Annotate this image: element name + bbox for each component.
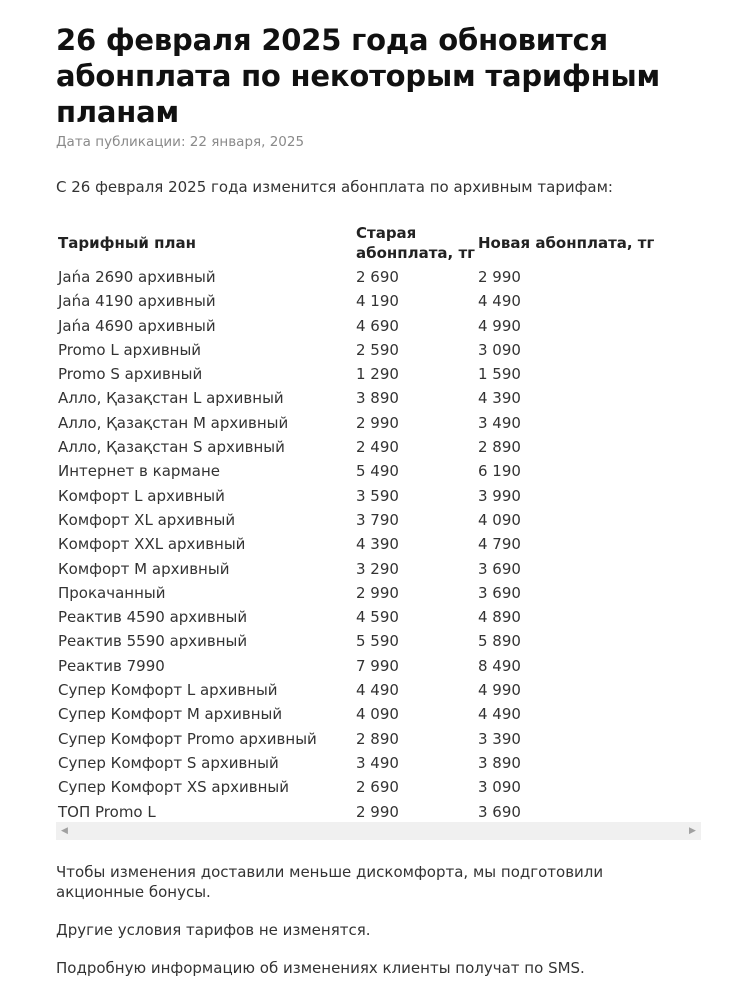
scroll-left-icon[interactable]: ◀ — [61, 826, 68, 836]
new-fee: 3 890 — [478, 753, 521, 772]
plan-name: Алло, Қазақстан S архивный — [58, 438, 285, 457]
new-fee: 3 090 — [478, 340, 521, 359]
old-fee: 4 090 — [356, 705, 399, 724]
table-row — [56, 775, 700, 799]
old-fee: 2 490 — [356, 438, 399, 457]
plan-name: Комфорт M архивный — [58, 559, 230, 578]
old-fee: 2 590 — [356, 340, 399, 359]
new-fee: 2 890 — [478, 438, 521, 457]
plan-name: Комфорт XL архивный — [58, 510, 236, 529]
table-body — [56, 265, 700, 824]
plan-name: Интернет в кармане — [58, 462, 220, 481]
article-body — [56, 862, 656, 996]
paragraph-sms: Подробную информацию об изменениях клиенты получат по SMS. — [56, 959, 585, 977]
plan-name: Promo S архивный — [58, 365, 203, 384]
table-row — [56, 338, 700, 362]
new-fee: 3 490 — [478, 413, 521, 432]
new-fee: 4 990 — [478, 681, 521, 700]
table-row — [56, 629, 700, 653]
table-row — [56, 289, 700, 313]
table-header-row — [56, 220, 700, 265]
old-fee: 5 590 — [356, 632, 399, 651]
new-fee: 2 990 — [478, 268, 521, 286]
table-row — [56, 314, 700, 338]
table-row — [56, 702, 700, 726]
page-title: 26 февраля 2025 года обновится абонплата по некоторым тарифным планам — [56, 23, 660, 129]
header-new-fee: Новая абонплата, тг — [478, 233, 655, 252]
table-row — [56, 484, 700, 508]
table-row — [56, 386, 700, 410]
table-row — [56, 727, 700, 751]
header-plan: Тарифный план — [58, 233, 196, 252]
plan-name: Прокачанный — [58, 583, 166, 602]
old-fee: 2 690 — [356, 268, 399, 286]
new-fee: 3 690 — [478, 802, 521, 821]
scroll-right-icon[interactable]: ▶ — [689, 826, 696, 836]
old-fee: 3 490 — [356, 753, 399, 772]
plan-name: Супер Комфорт M архивный — [58, 705, 283, 724]
new-fee: 3 690 — [478, 559, 521, 578]
old-fee: 1 290 — [356, 365, 399, 384]
old-fee: 2 690 — [356, 778, 399, 797]
table-row — [56, 532, 700, 556]
old-fee: 2 990 — [356, 802, 399, 821]
new-fee: 4 490 — [478, 705, 521, 724]
old-fee: 3 790 — [356, 510, 399, 529]
tariff-table — [56, 220, 700, 824]
old-fee: 2 990 — [356, 413, 399, 432]
publication-date: Дата публикации: 22 января, 2025 — [56, 134, 305, 150]
table-row — [56, 411, 700, 435]
plan-name: Алло, Қазақстан M архивный — [58, 413, 289, 432]
old-fee: 3 890 — [356, 389, 399, 408]
table-row — [56, 362, 700, 386]
plan-name: Jańa 4190 архивный — [58, 292, 216, 311]
new-fee: 4 490 — [478, 292, 521, 311]
plan-name: Супер Комфорт L архивный — [58, 681, 278, 700]
old-fee: 3 590 — [356, 486, 399, 505]
old-fee: 2 990 — [356, 583, 399, 602]
plan-name: Реактив 5590 архивный — [58, 632, 248, 651]
new-fee: 3 690 — [478, 583, 521, 602]
table-row — [56, 265, 700, 289]
table-row — [56, 605, 700, 629]
table-row — [56, 654, 700, 678]
old-fee: 2 890 — [356, 729, 399, 748]
intro-text: С 26 февраля 2025 года изменится абонплата по архивным тарифам: — [56, 178, 613, 196]
new-fee: 4 790 — [478, 535, 521, 554]
table-row — [56, 508, 700, 532]
paragraph-bonuses: Чтобы изменения доставили меньше дискомфорта, мы подготовили акционные бонусы. — [56, 863, 604, 901]
new-fee: 4 890 — [478, 608, 521, 627]
old-fee: 4 490 — [356, 681, 399, 700]
header-old-fee: Старая абонплата, тг — [356, 223, 476, 262]
new-fee: 4 090 — [478, 510, 521, 529]
table-row — [56, 581, 700, 605]
plan-name: Реактив 4590 архивный — [58, 608, 248, 627]
old-fee: 3 290 — [356, 559, 399, 578]
plan-name: ТОП Promo L — [58, 802, 156, 821]
plan-name: Супер Комфорт S архивный — [58, 753, 279, 772]
new-fee: 1 590 — [478, 365, 521, 384]
old-fee: 4 190 — [356, 292, 399, 311]
plan-name: Jańa 4690 архивный — [58, 316, 216, 335]
old-fee: 7 990 — [356, 656, 399, 675]
tariff-table-container — [56, 220, 701, 824]
new-fee: 8 490 — [478, 656, 521, 675]
table-row — [56, 678, 700, 702]
horizontal-scrollbar[interactable] — [56, 822, 701, 840]
new-fee: 3 990 — [478, 486, 521, 505]
old-fee: 4 690 — [356, 316, 399, 335]
paragraph-conditions: Другие условия тарифов не изменятся. — [56, 921, 371, 939]
plan-name: Jańa 2690 архивный — [58, 268, 216, 286]
table-row — [56, 459, 700, 483]
new-fee: 4 990 — [478, 316, 521, 335]
old-fee: 4 390 — [356, 535, 399, 554]
plan-name: Алло, Қазақстан L архивный — [58, 389, 284, 408]
article — [56, 0, 704, 977]
plan-name: Promo L архивный — [58, 340, 202, 359]
old-fee: 4 590 — [356, 608, 399, 627]
plan-name: Реактив 7990 — [58, 656, 165, 675]
plan-name: Комфорт XXL архивный — [58, 535, 246, 554]
new-fee: 5 890 — [478, 632, 521, 651]
new-fee: 6 190 — [478, 462, 521, 481]
new-fee: 3 390 — [478, 729, 521, 748]
table-row — [56, 751, 700, 775]
table-row — [56, 800, 700, 824]
table-row — [56, 435, 700, 459]
plan-name: Супер Комфорт Promo архивный — [58, 729, 317, 748]
plan-name: Супер Комфорт XS архивный — [58, 778, 289, 797]
new-fee: 3 090 — [478, 778, 521, 797]
new-fee: 4 390 — [478, 389, 521, 408]
table-row — [56, 557, 700, 581]
old-fee: 5 490 — [356, 462, 399, 481]
plan-name: Комфорт L архивный — [58, 486, 225, 505]
